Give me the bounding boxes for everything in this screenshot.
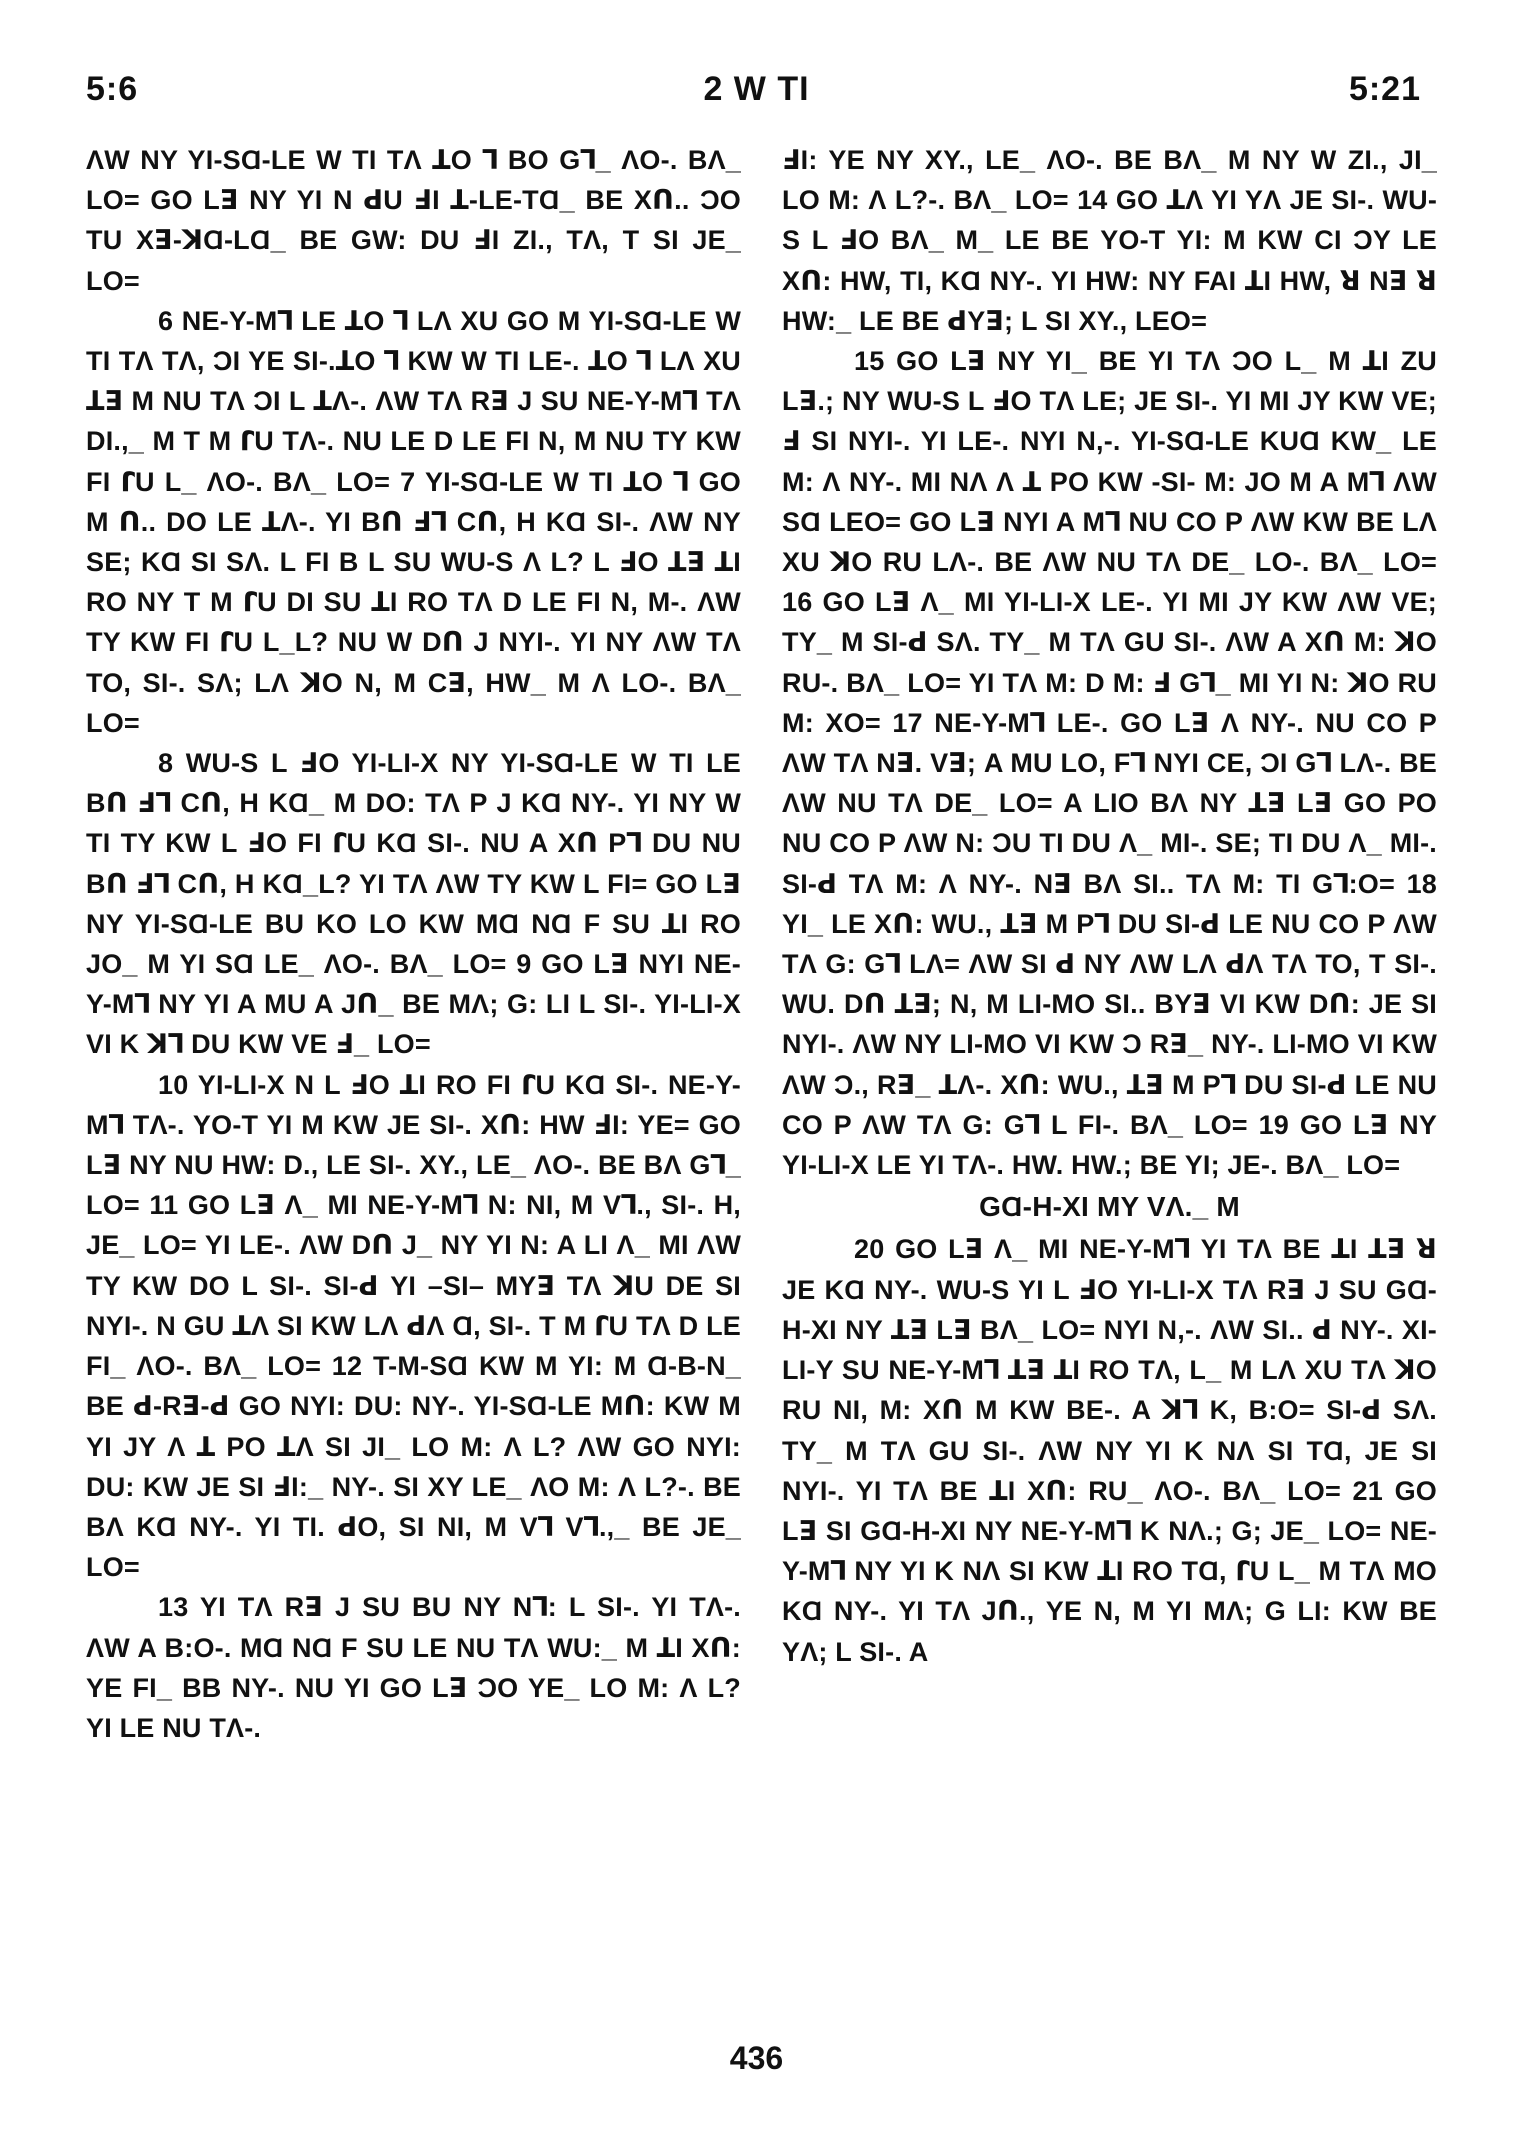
verse-text: T-M-SⱭ KW M YI: M Ɑ-B-N_ BE ꓒ-Rꓱ-ꓒ GO NYI: DU: NY-. YI-SⱭ-LE Mꓵ: KW M YI JY Ʌ ꓕ PO ꓕɅ SI JI_ LO M: Ʌ L? ɅW GO NYI: DU: KW JE SI ꓞI:_ NY-. SI XY LE_ ɅO M: Ʌ L?-. BE BɅ KⱭ NY-. YI TI. ꓒO, SI NI, M Vꓶ Vꓶ.,_ BE JE_ LO= <box>86 1351 741 1583</box>
verse-text: YI TɅ Rꓱ J SU BU NY Nꓶ: L SI-. YI TɅ-. ɅW A B:O-. MⱭ NⱭ F SU LE NU TɅ WU:_ M ꓕI Xꓵ: YE FI_ BB NY-. NU YI GO Lꓱ ƆO YE_ LO M: Ʌ L? YI LE NU TɅ-. <box>86 1592 741 1743</box>
verse-text: GO Lꓱ NYI NE-Y-Mꓶ NY YI A MU A Jꓵ_ BE MɅ; G: LI L SI-. YI-LI-X VI K ꓘꓶ DU KW VE ꓞ_ LO= <box>86 949 742 1060</box>
verse-number: 19 <box>1258 1109 1290 1140</box>
verse-text: NE-Y-Mꓶ LE ꓕO ꓶ LɅ XU GO M YI-SⱭ-LE W TI TɅ TɅ, ƆI YE SI-.ꓕO ꓶ KW W TI LE-. ꓕO ꓶ LɅ XU ꓕꓱ M NU TɅ ƆI L ꓕɅ-. ɅW TɅ Rꓱ J SU NE-Y-Mꓶ TɅ DI.,_ M T M ꓩU TɅ-. NU LE D LE FI N, M NU TY KW FI ꓩU L_ ɅO-. BɅ_ LO= <box>86 305 741 497</box>
verse-text: GO Lꓱ Ʌ_ MI NE-Y-Mꓶ N: NI, M Vꓶ., SI-. H, JE_ LO= YI LE-. ɅW Dꓵ J_ NY YI N: A LI Ʌ_ MI ɅW TY KW DO L SI-. SI-ꓒ YI –SI– MYꓱ TɅ ꓘU DE SI NYI-. N GU ꓕɅ SI KW LɅ ꓒɅ Ɑ, SI-. T M ꓩU TɅ D LE FI_ ɅO-. BɅ_ LO= <box>86 1190 741 1382</box>
verse-number: 21 <box>1352 1475 1383 1506</box>
verse-number: 12 <box>331 1351 363 1382</box>
header-chapter-verse-left: 5:6 <box>86 70 139 108</box>
paragraph-continuation: ɅW NY YI-SⱭ-LE W TI TɅ ꓕO ꓶ BO Gꓶ_ ɅO-. BɅ_ LO= GO Lꓱ NY YI N ꓒU ꓞI ꓕ-LE-TⱭ_ BE Xꓵ.. ƆO TU Xꓱ-ꓘⱭ-LⱭ_ BE GW: DU ꓞI ZI., TɅ, T SI JE_ LO= <box>86 145 741 296</box>
verse-text: GO Lꓱ Ʌ_ MI YI-LI-X LE-. YI MI JY KW ɅW VE; TY_ M SI-ꓒ SɅ. TY_ M TɅ GU SI-. ɅW A Xꓵ M: ꓘO RU-. BɅ_ LO= YI TɅ M: D M: ꓞ Gꓶ_ MI YI N: ꓘO RU M: XO= <box>782 587 1437 738</box>
left-column <box>86 140 741 1748</box>
verse-text: YI-LI-X N L ꓞO ꓕI RO FI ꓩU KⱭ SI-. NE-Y-Mꓶ TɅ-. YO-T YI M KW JE SI-. Xꓵ: HW ꓞI: YE= GO Lꓱ NY NU HW: D., LE SI-. XY., LE_ ɅO-. BE BɅ Gꓶ_ LO= <box>86 1069 741 1221</box>
verse-number: 10 <box>158 1069 189 1100</box>
verse-text: GO Lꓱ Ʌ_ MI NE-Y-Mꓶ YI TɅ BE ꓕI ꓕꓱ ꓤ JE KⱭ NY-. WU-S YI L ꓞO YI-LI-X TɅ Rꓱ J SU GⱭ-H-XI NY ꓕꓱ Lꓱ BɅ_ LO= NYI N,-. ɅW SI.. ꓒ NY-. XI-LI-Y SU NE-Y-Mꓶ ꓕꓱ ꓕI RO TɅ, L_ M LɅ XU TɅ ꓘO RU NI, M: Xꓵ M KW BE-. A ꓘꓶ K, B:O= SI-ꓒ SɅ. TY_ M TɅ GU SI-. ɅW NY YI K NɅ SI TⱭ, JE SI NYI-. YI TɅ BE ꓕI Xꓵ: RU_ ɅO-. BɅ_ LO= <box>782 1234 1437 1506</box>
verse-number: 17 <box>892 707 923 738</box>
verse-text: YI_ LE Xꓵ: WU., ꓕꓱ M Pꓶ DU SI-ꓒ LE NU CO P ɅW TɅ G: Gꓶ LɅ= ɅW SI ꓒ NY ɅW LɅ ꓒɅ TɅ TO, T SI-. WU. Dꓵ ꓕꓱ; N, M LI-MO SI.. BYꓱ VI KW Dꓵ: JE SI NYI-. ɅW NY LI-MO VI KW Ɔ Rꓱ_ NY-. LI-MO VI KW ɅW Ɔ., Rꓱ_ ꓕɅ-. Xꓵ: WU., ꓕꓱ M Pꓶ DU SI-ꓒ LE NU CO P ɅW TɅ G: Gꓶ L FI-. BɅ_ LO= <box>782 908 1437 1140</box>
verse-number: 16 <box>782 587 813 618</box>
header-chapter-verse-right: 5:21 <box>1348 70 1421 108</box>
verse-13 <box>86 1587 741 1748</box>
verse-number: 20 <box>854 1234 885 1265</box>
verse-number: 11 <box>149 1190 179 1221</box>
section-heading: GⱭ-H-XI MY VɅ._ M <box>979 1191 1240 1223</box>
verse-text: GO ꓕɅ YI YɅ JE SI-. WU-S L ꓞO BɅ_ M_ LE BE YO-T YI: M KW CI ƆY LE Xꓵ: HW, TI, KⱭ NY-. YI HW: NY FAI ꓕI HW, ꓤ Nꓱ ꓤ HW:_ LE BE ꓒYꓱ; L SI XY., LEO= <box>782 185 1438 336</box>
verse-number: 6 <box>158 305 174 336</box>
verse-number: 9 <box>516 949 532 980</box>
verse-text: NE-Y-Mꓶ LE-. GO Lꓱ Ʌ NY-. NU CO P ɅW TɅ Nꓱ. Vꓱ; A MU LO, Fꓶ NYI CE, ƆI Gꓶ LɅ-. BE ɅW NU TɅ DE_ LO= A LIO BɅ NY ꓕꓱ Lꓱ GO PO NU CO P ɅW N: ƆU TI DU Ʌ_ MI-. SE; TI DU Ʌ_ MI-. SI-ꓒ TɅ M: Ʌ NY-. Nꓱ BɅ SI.. TɅ M: TI Gꓶ:O= <box>782 707 1438 899</box>
verse-number: 7 <box>400 466 416 497</box>
right-column <box>782 140 1437 1672</box>
verse-text: YI-SⱭ-LE W TI ꓕO ꓶ GO M ꓵ.. DO LE ꓕɅ-. YI Bꓵ ꓞꓶ Cꓵ, H KⱭ SI-. ɅW NY SE; KⱭ SI SɅ. L FI B L SU WU-S Ʌ L? L ꓞO ꓕꓱ ꓕI RO NY T M ꓩU DI SU ꓕI RO TɅ D LE FI N, M-. ɅW TY KW FI ꓩU L_L? NU W Dꓵ J NYI-. YI NY ɅW TɅ TO, SI-. SɅ; LɅ ꓘO N, M Cꓱ, HW_ M Ʌ LO-. BɅ_ LO= <box>86 466 741 738</box>
verse-number: 18 <box>1406 868 1438 899</box>
verse-text: GO Lꓱ NY YI_ BE YI TɅ ƆO L_ M ꓕI ZU Lꓱ.; NY WU-S L ꓞO TɅ LE; JE SI-. YI MI JY KW VE; ꓞ SI NYI-. YI LE-. NYI N,-. YI-SⱭ-LE KUⱭ KW_ LE M: Ʌ NY-. MI NɅ Ʌ ꓕ PO KW -SI- M: JO M A Mꓶ ɅW SⱭ LEO= GO Lꓱ NYI A Mꓶ NU CO P ɅW KW BE LɅ XU ꓘO RU LɅ-. BE ɅW NU TɅ DE_ LO-. BɅ_ LO= <box>782 346 1437 578</box>
verse-number: 15 <box>854 346 885 377</box>
verse-number: 13 <box>158 1592 189 1623</box>
verse-8 <box>86 743 741 1065</box>
verse-number: 14 <box>1077 185 1108 216</box>
verse-text: GO Lꓱ NY YI-LI-X LE YI TɅ-. HW. HW.; BE YI; JE-. BɅ_ LO= <box>782 1109 1438 1181</box>
verse-text: ꓞI: YE NY XY., LE_ ɅO-. BE BɅ_ M NY W ZI., JI_ LO M: Ʌ L?-. BɅ_ LO= <box>782 145 1437 216</box>
paragraph-continuation <box>782 140 1437 341</box>
verse-number: 8 <box>158 748 174 779</box>
verse-10 <box>86 1065 741 1588</box>
verse-6 <box>86 301 741 743</box>
verse-text: GO Lꓱ SI GⱭ-H-XI NY NE-Y-Mꓶ K NɅ.; G; JE_ LO= NE-Y-Mꓶ NY YI K NɅ SI KW ꓕI RO TⱭ, ꓩU L_ M TɅ MO KⱭ NY-. YI TɅ Jꓵ., YE N, M YI MɅ; G LI: KW BE YɅ; L SI-. A <box>782 1475 1437 1667</box>
page-number: 436 <box>729 2040 784 2076</box>
header-book-title: 2 W TI <box>703 70 810 108</box>
verse-15 <box>782 341 1437 1185</box>
verse-20 <box>782 1229 1437 1671</box>
verse-text: WU-S L ꓞO YI-LI-X NY YI-SⱭ-LE W TI LE Bꓵ ꓞꓶ Cꓵ, H KⱭ_ M DO: TɅ P J KⱭ NY-. YI NY W TI TY KW L ꓞO FI ꓩU KⱭ SI-. NU A Xꓵ Pꓶ DU NU Bꓵ ꓞꓶ Cꓵ, H KⱭ_L? YI TɅ ɅW TY KW L FI= GO Lꓱ NY YI-SⱭ-LE BU KO LO KW MⱭ NⱭ F SU ꓕI RO JO_ M YI SⱭ LE_ ɅO-. BɅ_ LO= <box>86 748 741 980</box>
